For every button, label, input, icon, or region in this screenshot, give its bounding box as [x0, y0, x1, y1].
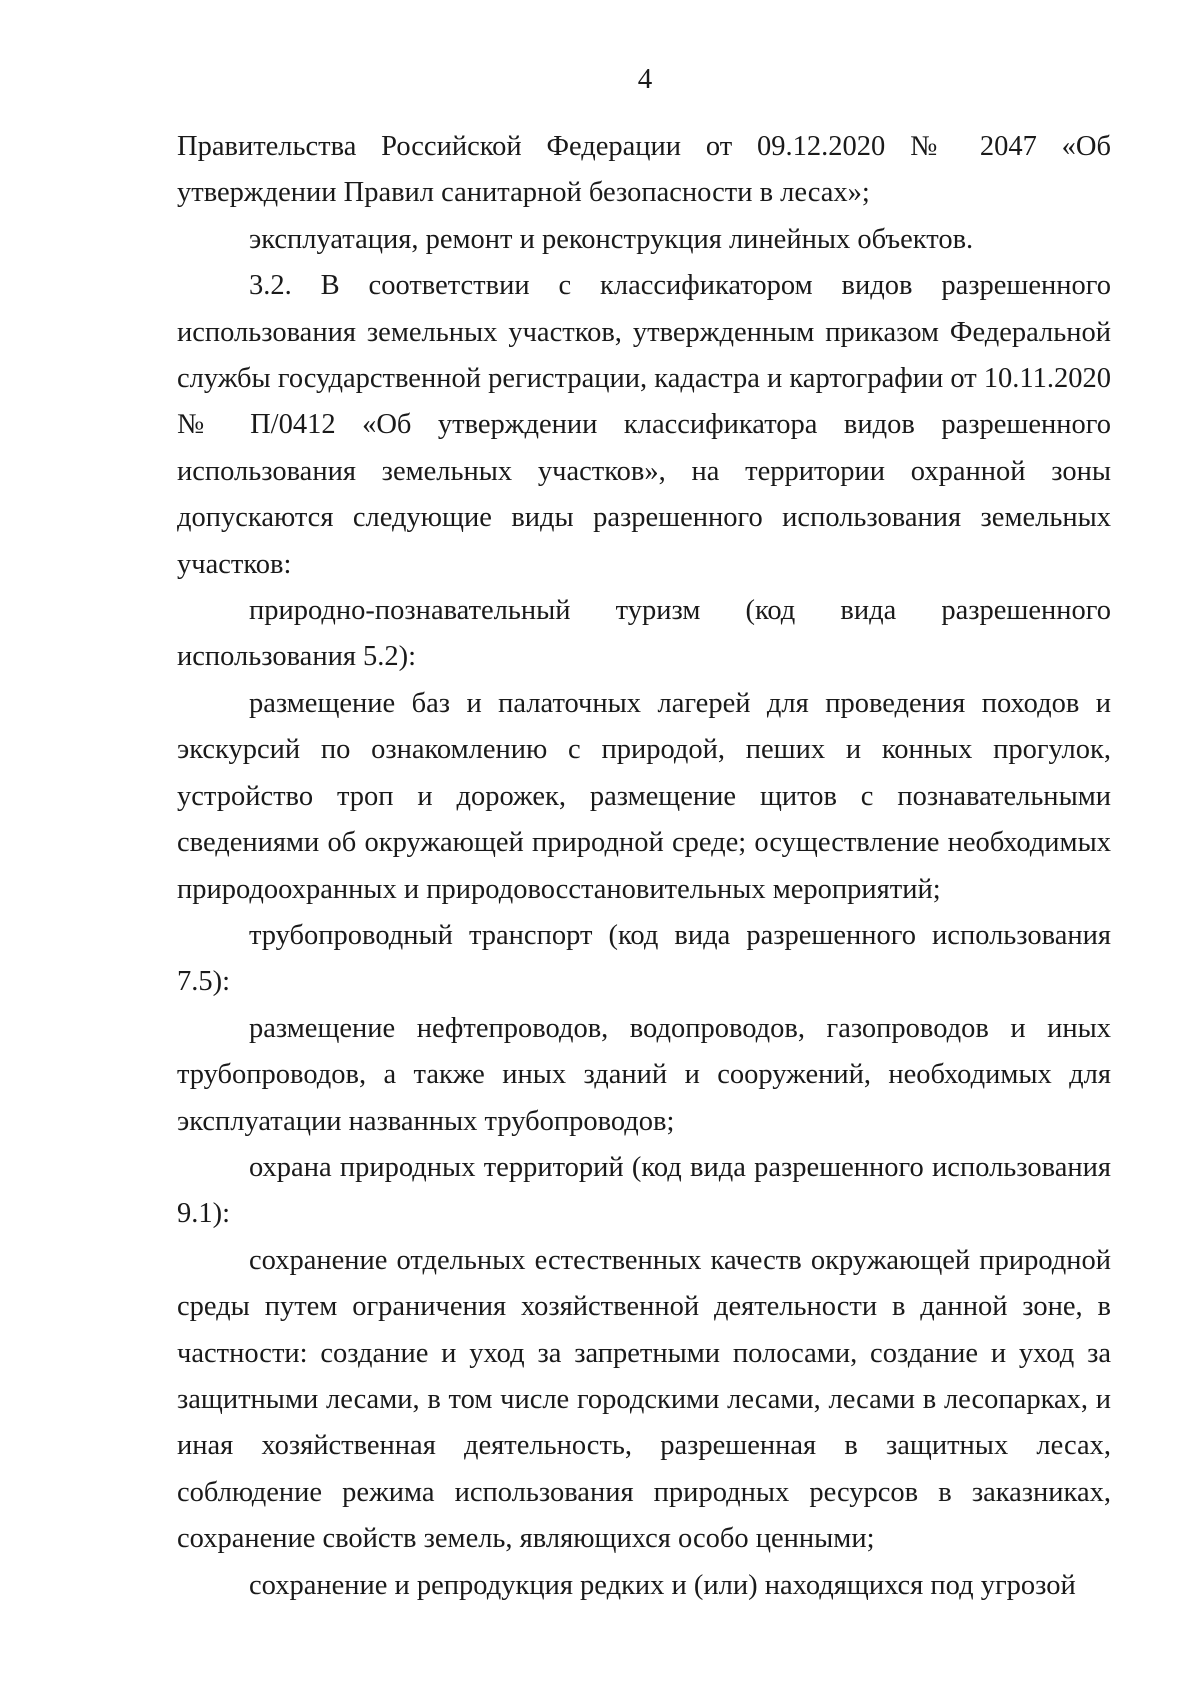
paragraph-3: 3.2. В соответствии с классификатором видов разрешенного использования земельных участков, утвержденным приказом Федеральной службы государственной регистрации, кадастра и картографии от 10.11.2020 № П/0412 «Об утверждении классификатора видов разрешенного использования земельных участков», на территории охранной зоны допускаются следующие виды разрешенного использования земельных участков: [177, 270, 1111, 580]
paragraph-5: размещение баз и палаточных лагерей для проведения походов и экскурсий по ознакомлению с природой, пеших и конных прогулок, устройство троп и дорожек, размещение щитов с познавательными сведениями об окружающей природной среде; осуществление необходимых природоохранных и природовосстановительных мероприятий; [177, 687, 1111, 905]
paragraph-6: трубопроводный транспорт (код вида разрешенного использования 7.5): [177, 919, 1111, 998]
document-body [177, 124, 1111, 1609]
paragraph-8: охрана природных территорий (код вида разрешенного использования 9.1): [177, 1151, 1111, 1230]
paragraph-10: сохранение и репродукция редких и (или) находящихся под угрозой [249, 1569, 1076, 1601]
page-number: 4 [637, 63, 653, 95]
paragraph-4: природно-познавательный туризм (код вида разрешенного использования 5.2): [177, 595, 1111, 673]
paragraph-1: Правительства Российской Федерации от 09.12.2020 № 2047 «Об утверждении Правил санитарной безопасности в лесах»; [177, 131, 1111, 209]
paragraph-2: эксплуатация, ремонт и реконструкция линейных объектов. [249, 223, 974, 255]
paragraph-7: размещение нефтепроводов, водопроводов, газопроводов и иных трубопроводов, а также иных зданий и сооружений, необходимых для эксплуатации названных трубопроводов; [177, 1012, 1111, 1137]
paragraph-9: сохранение отдельных естественных качеств окружающей природной среды путем ограничения хозяйственной деятельности в данной зоне, в частности: создание и уход за запретными полосами, создание и уход за защитными лесами, в том числе городскими лесами, лесами в лесопарках, и иная хозяйственная деятельность, разрешенная в защитных лесах, соблюдение режима использования природных ресурсов в заказниках, сохранение свойств земель, являющихся особо ценными; [177, 1244, 1111, 1555]
